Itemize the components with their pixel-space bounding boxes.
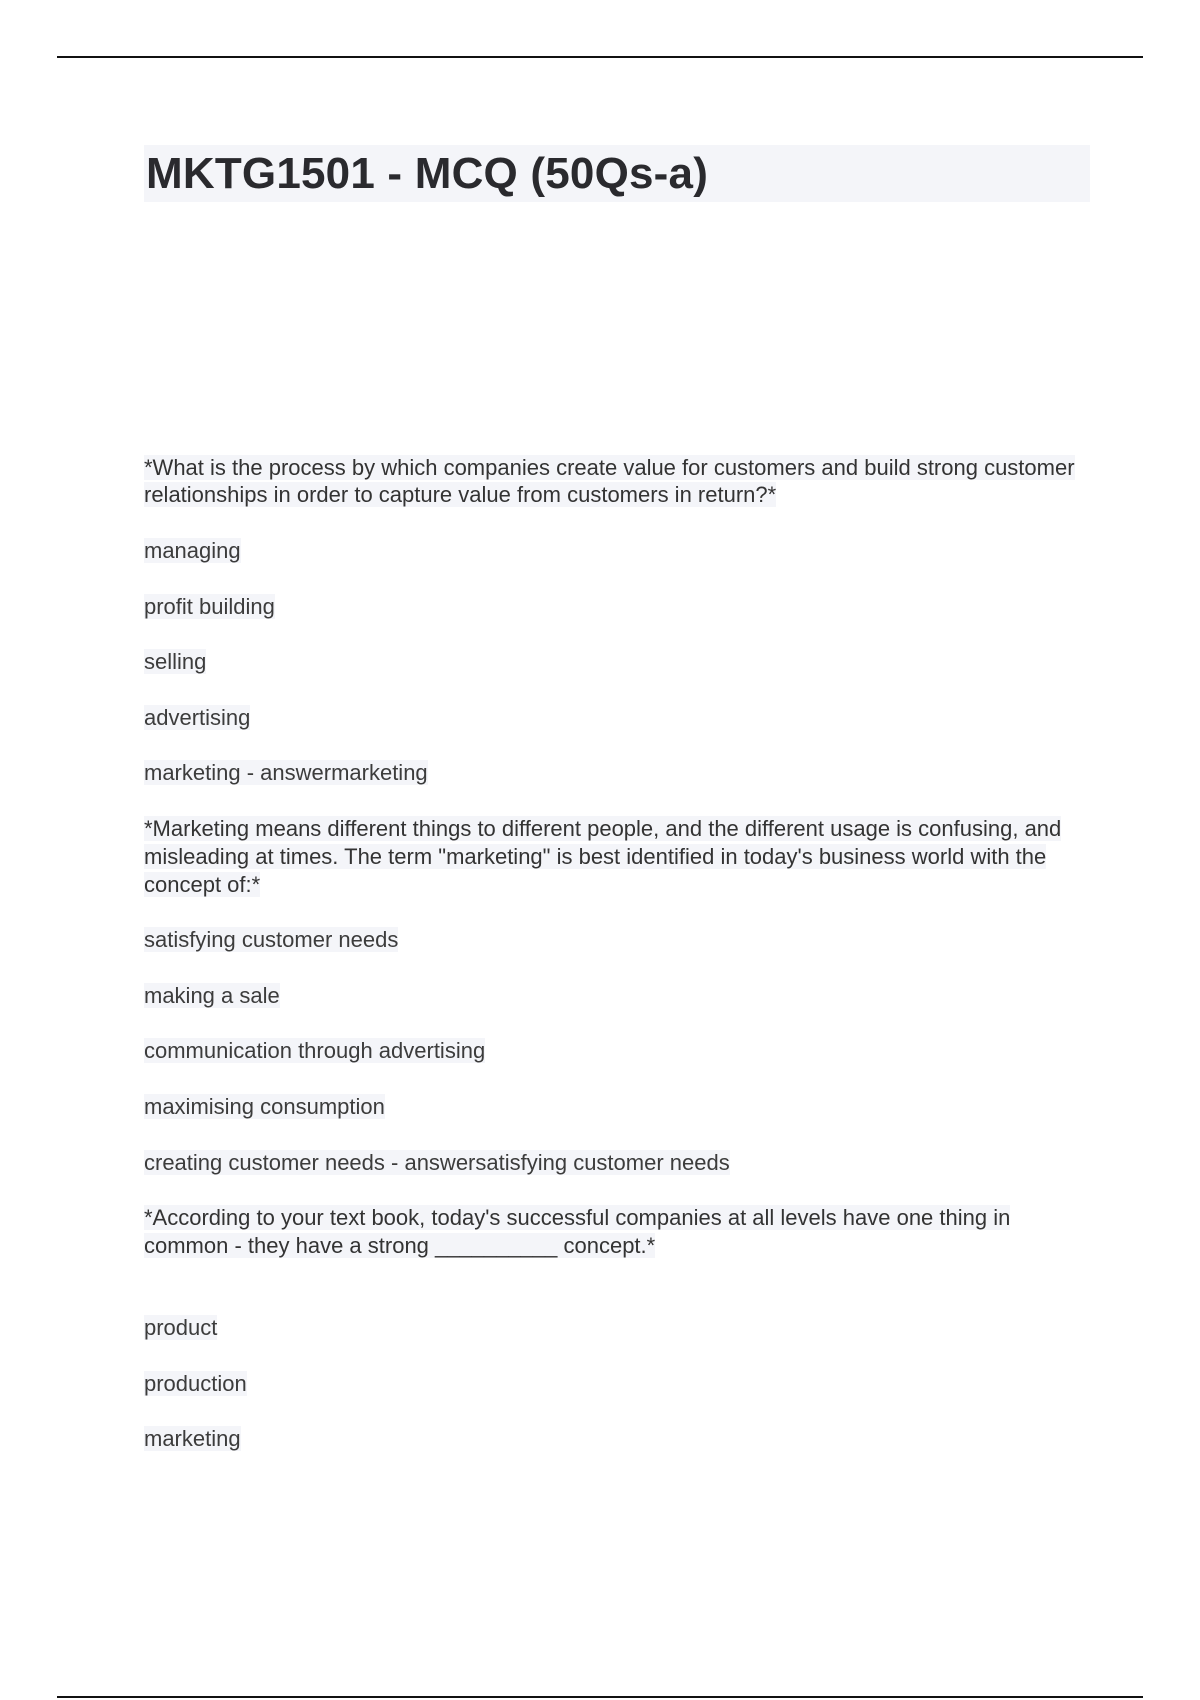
question-3 [144,1204,1084,1260]
question-1-option-1: managing [144,538,241,563]
question-2-option-3: communication through advertising [144,1038,486,1063]
question-3-option-2: production [144,1371,247,1396]
question-3-option-1: product [144,1315,218,1340]
question-text: *Marketing means different things to different people, and the different usage is confusing, and misleading at times. The term "marketing" is best identified in today's business world with the concept of:* [144,816,1062,897]
question-text: *According to your text book, today's successful companies at all levels have one thing in common - they have a strong __________ concept.* [144,1205,1011,1258]
question-1-option-3: selling [144,649,207,674]
question-1 [144,454,1084,508]
question-2-option-4: maximising consumption [144,1094,385,1119]
question-2 [144,815,1084,899]
top-rule [57,56,1143,58]
question-1-option-5: marketing - answermarketing [144,760,428,785]
question-3-option-3: marketing [144,1426,241,1451]
question-1-option-4: advertising [144,705,251,730]
bottom-rule [57,1696,1143,1698]
question-text: *What is the process by which companies create value for customers and build strong customer relationships in order to capture value from customers in return?* [144,455,1075,507]
question-2-option-5: creating customer needs - answersatisfying customer needs [144,1150,730,1175]
page-title: MKTG1501 - MCQ (50Qs-a) [144,145,1090,202]
question-list [144,454,1084,1452]
question-2-option-2: making a sale [144,983,280,1008]
question-1-option-2: profit building [144,594,275,619]
question-2-option-1: satisfying customer needs [144,927,399,952]
